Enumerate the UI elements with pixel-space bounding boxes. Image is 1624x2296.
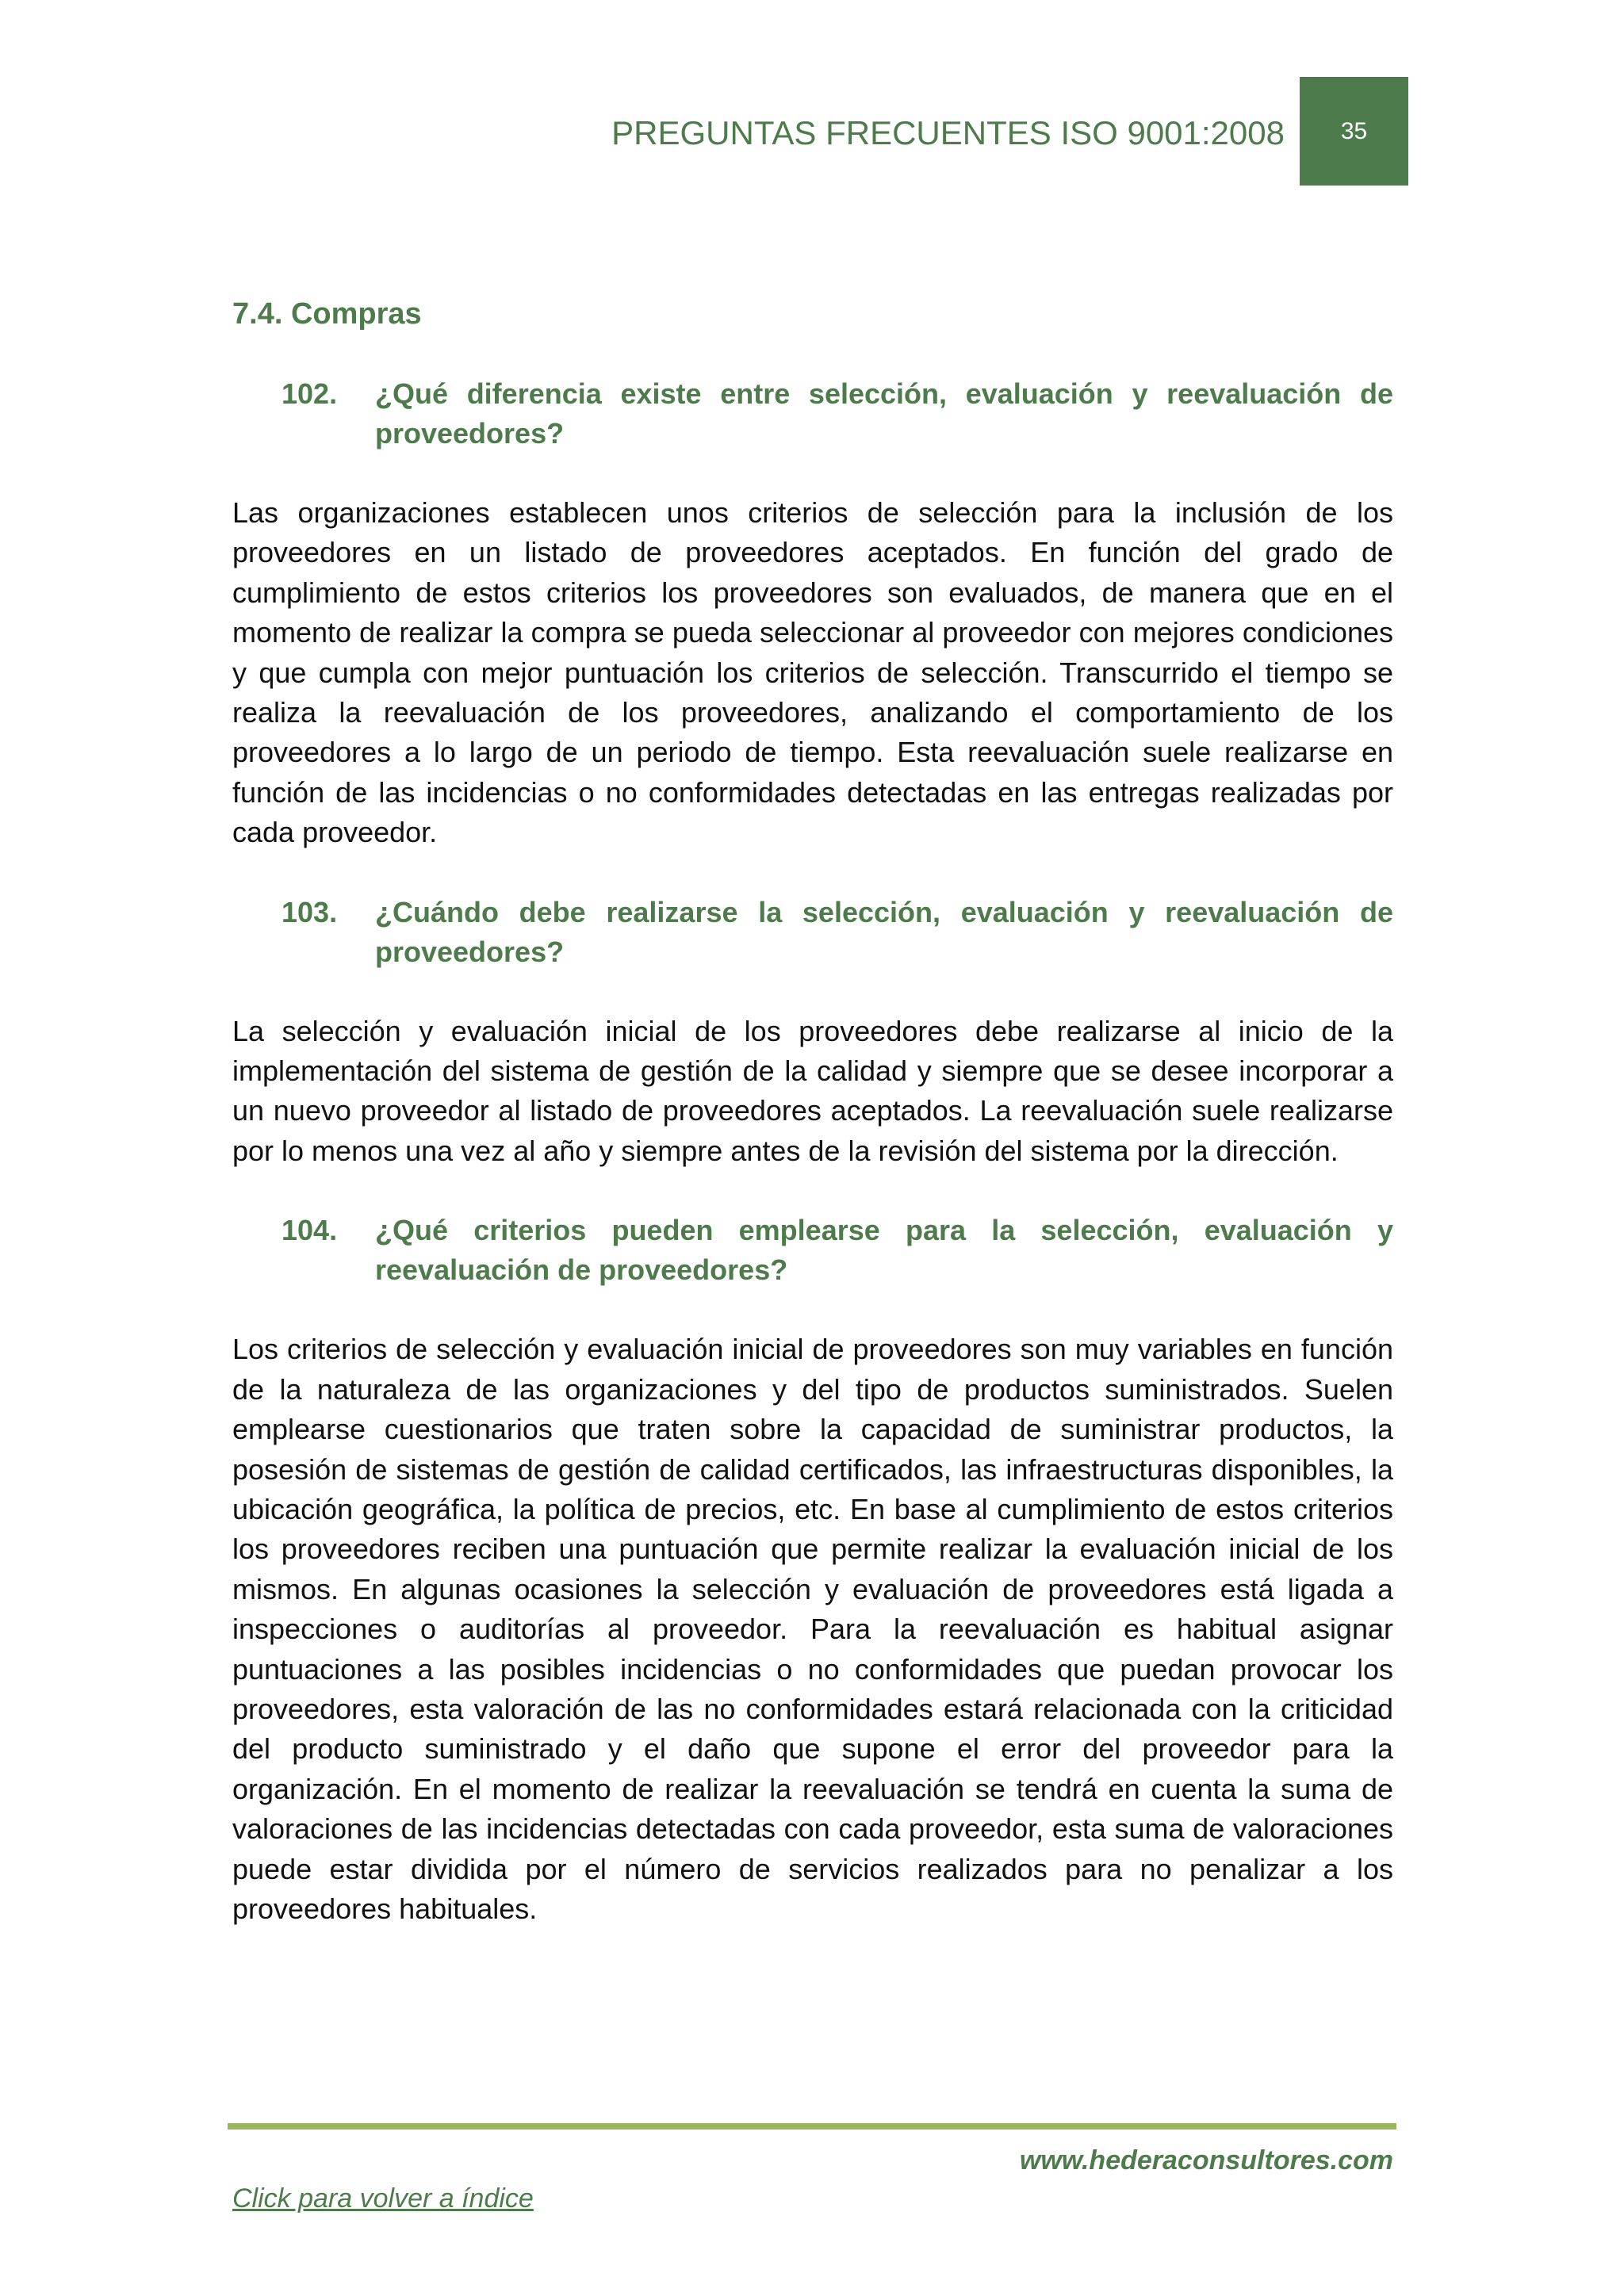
faq-answer-104: Los criterios de selección y evaluación inicial de proveedores son muy variables en función de la naturaleza de las organizaciones y del tipo de productos suministrados. Suelen emplearse cuestionarios que traten sobre la capacidad de suministrar productos, la posesión de sistemas de gestión de calidad certificados, las infraestructuras disponibles, la ubicación geográfica, la política de precios, etc. En base al cumplimiento de estos criterios los proveedores reciben una puntuación que permite realizar la evaluación inicial de los mismos. En algunas ocasiones la selección y evaluación de proveedores está ligada a inspecciones o auditorías al proveedor. Para la reevaluación es habitual asignar puntuaciones a las posibles incidencias o no conformidades que puedan provocar los proveedores, esta valoración de las no conformidades estará relacionada con la criticidad del producto suministrado y el daño que supone el error del proveedor para la organización. En el momento de realizar la reevaluación se tendrá en cuenta la suma de valoraciones de las incidencias detectadas con cada proveedor, esta suma de valoraciones puede estar dividida por el número de servicios realizados para no penalizar a los proveedores habituales. (232, 1333, 1393, 1925)
section-title: 7.4. Compras (232, 297, 422, 331)
page-number-badge (1300, 77, 1408, 186)
faq-answer-103: La selección y evaluación inicial de los proveedores debe realizarse al inicio de la implementación del sistema de gestión de la calidad y siempre que se desee incorporar a un nuevo proveedor al listado de proveedores aceptados. La reevaluación suele realizarse por lo menos una vez al año y siempre antes de la revisión del sistema por la dirección. (232, 1014, 1393, 1167)
faq-question-text: ¿Cuándo debe realizarse la selección, evaluación y reevaluación de proveedores? (375, 895, 1393, 968)
faq-number: 104. (282, 1214, 338, 1247)
page-number: 35 (1340, 117, 1368, 144)
back-to-index-link[interactable]: Click para volver a índice (232, 2183, 534, 2214)
faq-number: 103. (282, 895, 338, 928)
footer-website: www.hederaconsultores.com (1019, 2145, 1393, 2175)
faq-question-103 (232, 893, 1393, 972)
document-body (232, 290, 1393, 1969)
faq-question-104 (232, 1211, 1393, 1290)
faq-number: 102. (282, 377, 338, 410)
faq-answer-102: Las organizaciones establecen unos criterios de selección para la inclusión de los proveedores en un listado de proveedores aceptados. En función del grado de cumplimiento de estos criterios los proveedores son evaluados, de manera que en el momento de realizar la compra se pueda seleccionar al proveedor con mejores condiciones y que cumpla con mejor puntuación los criterios de selección. Transcurrido el tiempo se realiza la reevaluación de los proveedores, analizando el comportamiento de los proveedores a lo largo de un periodo de tiempo. Esta reevaluación suele realizarse en función de las incidencias o no conformidades detectadas en las entregas realizadas por cada proveedor. (232, 496, 1393, 849)
faq-question-text: ¿Qué diferencia existe entre selección, evaluación y reevaluación de proveedores? (375, 377, 1393, 450)
page-header-title: PREGUNTAS FRECUENTES ISO 9001:2008 (611, 114, 1285, 151)
faq-question-102 (232, 374, 1393, 453)
faq-question-text: ¿Qué criterios pueden emplearse para la selección, evaluación y reevaluación de proveedores? (375, 1214, 1393, 1287)
footer-divider (228, 2123, 1396, 2130)
